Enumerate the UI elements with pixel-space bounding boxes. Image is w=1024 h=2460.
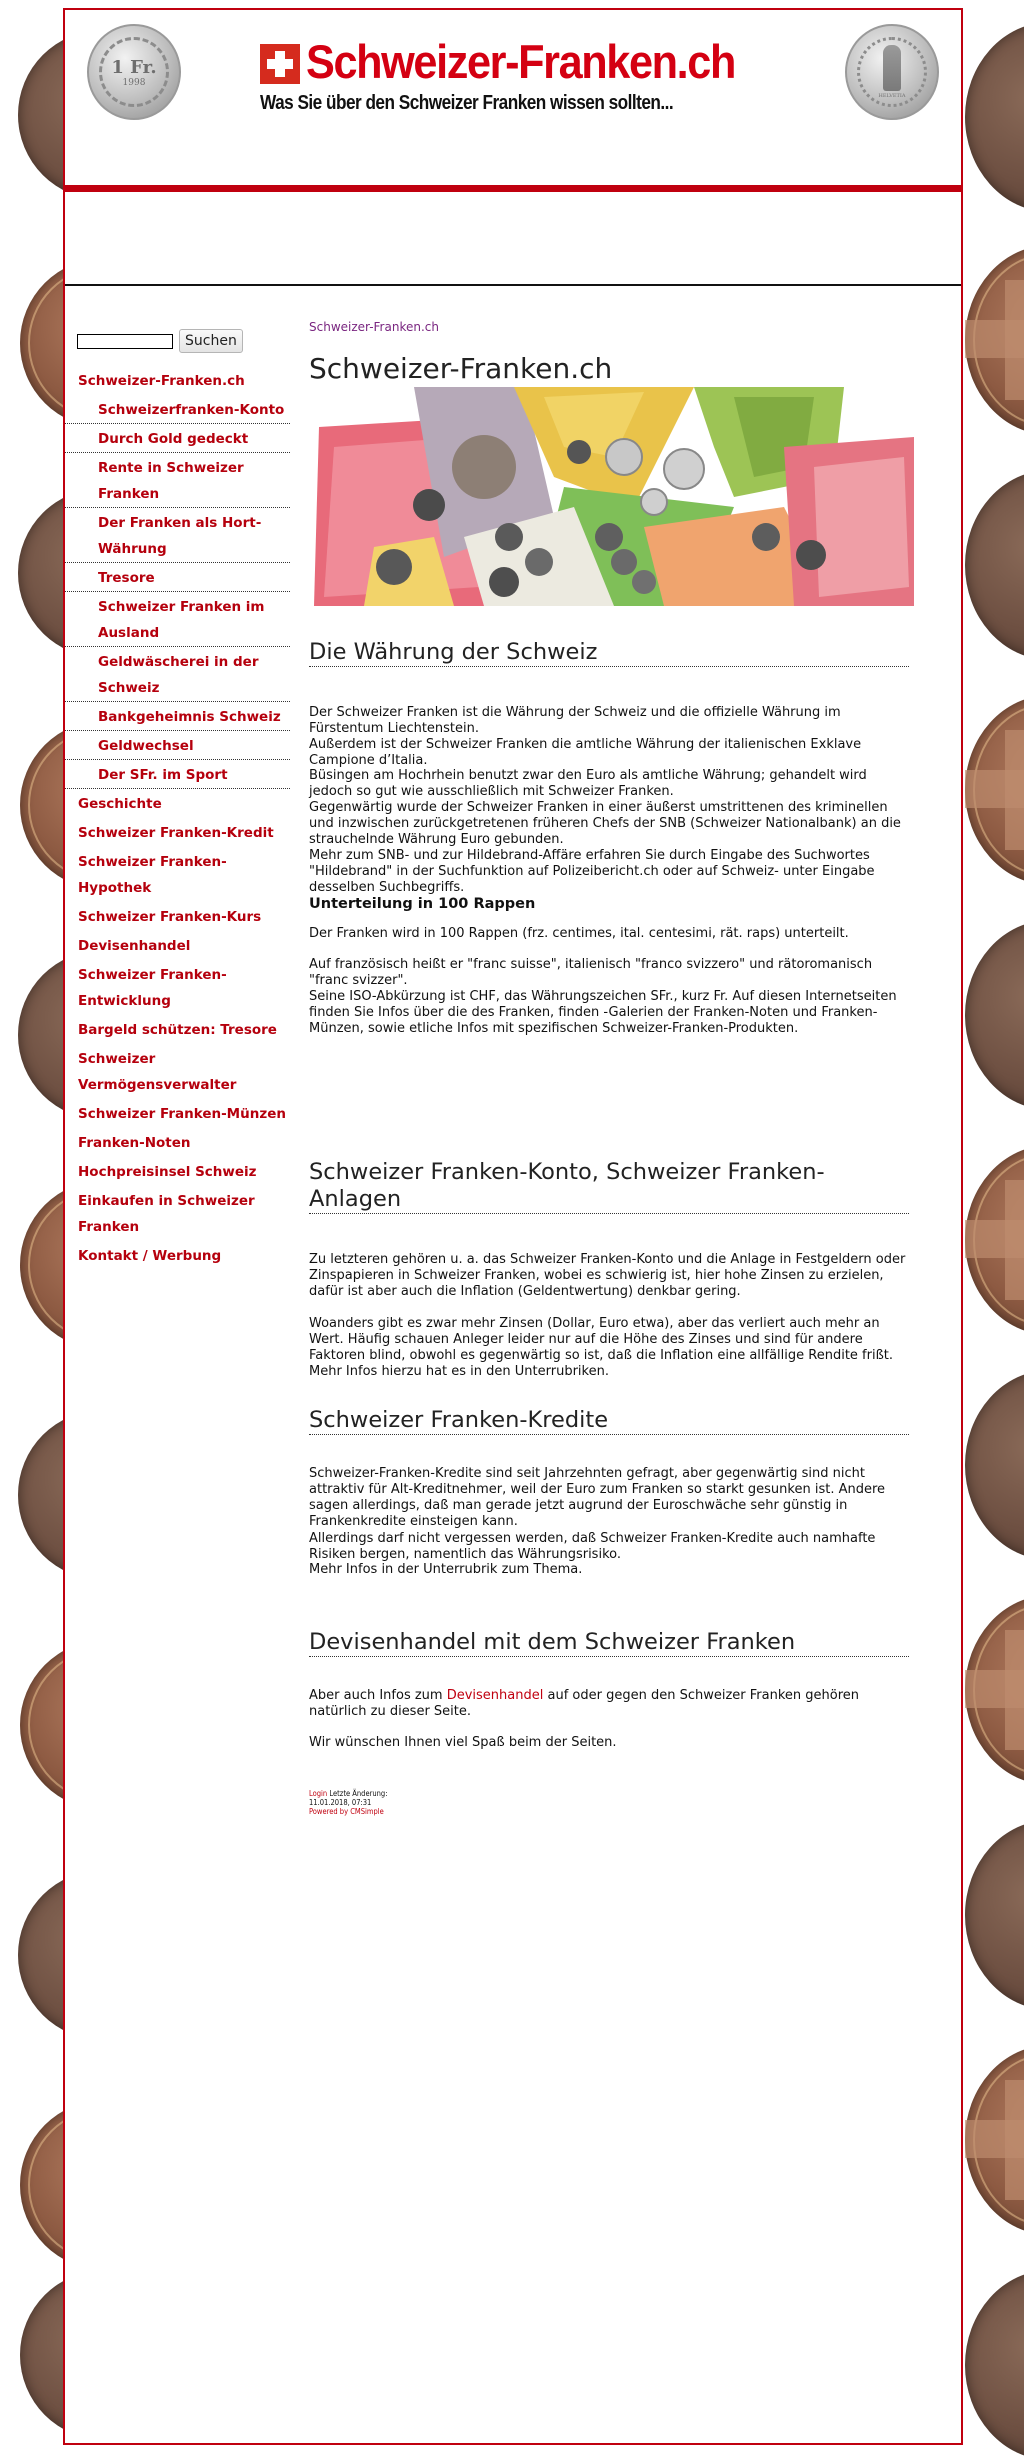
- sidebar-item-kredit[interactable]: Schweizer Franken-Kredit: [78, 825, 274, 841]
- sidebar-item-hort-waehrung[interactable]: Der Franken als Hort-Währung: [65, 508, 290, 563]
- sidebar-item-durch-gold-gedeckt[interactable]: Durch Gold gedeckt: [65, 424, 290, 453]
- paragraph: Wir wünschen Ihnen viel Spaß beim der Seiten.: [309, 1735, 617, 1750]
- sidebar-item-rente[interactable]: Rente in Schweizer Franken: [65, 453, 290, 508]
- paragraph: Allerdings darf nicht vergessen werden, daß Schweizer Franken-Kredite auch namhafte Risiken bergen, namentlich das Währungsrisiko.: [309, 1531, 876, 1562]
- sidebar-item-bargeld-schuetzen[interactable]: Bargeld schützen: Tresore: [78, 1022, 277, 1038]
- background-coin-right-5: [965, 920, 1024, 1110]
- text: Aber auch Infos zum: [309, 1688, 447, 1703]
- text: auf oder gegen den Schweizer Franken gehören natürlich zu dieser Seite.: [309, 1688, 860, 1719]
- subheading-rappen: Unterteilung in 100 Rappen: [309, 896, 536, 912]
- background-coin-right-4: [965, 695, 1024, 885]
- background-coin-right-7: [965, 1370, 1024, 1560]
- paragraph: Schweizer-Franken-Kredite sind seit Jahrzehnten gefragt, aber gegenwärtig sind nicht attraktiv für Alt-Kreditnehmer, weil der Euro zum Franken so starkt gesunken ist. Andere sagen allerdings, daß man gerade jetzt augrund der Euroschwäche sehr günstig in Frankenkredite einsteigen kann.: [309, 1466, 886, 1529]
- coin-value: 1 Fr.: [111, 56, 157, 78]
- sidebar-item-tresore[interactable]: Tresore: [65, 563, 290, 592]
- sidebar-item-entwicklung[interactable]: Schweizer Franken-Entwicklung: [78, 967, 227, 1009]
- sidebar-item-noten[interactable]: Franken-Noten: [78, 1135, 191, 1151]
- banknotes-image: [314, 387, 914, 606]
- background-coin-right-10: [965, 2045, 1024, 2235]
- background-coin-right-11: [965, 2270, 1024, 2460]
- search-input[interactable]: [77, 334, 173, 349]
- sidebar-item-vermoegensverwalter[interactable]: Schweizer Vermögensverwalter: [78, 1051, 237, 1093]
- page-title: Schweizer-Franken.ch: [309, 352, 613, 385]
- background-coin-right-8: [965, 1595, 1024, 1785]
- paragraph: Der Schweizer Franken ist die Währung der Schweiz und die offizielle Währung im Fürstentum Liechtenstein.: [309, 705, 841, 736]
- section-heading-kredite: Schweizer Franken-Kredite: [309, 1407, 909, 1435]
- sidebar-item-sport[interactable]: Der SFr. im Sport: [65, 760, 290, 789]
- login-link[interactable]: Login: [309, 1789, 328, 1798]
- breadcrumb[interactable]: Schweizer-Franken.ch: [309, 320, 439, 334]
- paragraph: Mehr Infos in der Unterrubrik zum Thema.: [309, 1562, 583, 1577]
- sidebar-item-muenzen[interactable]: Schweizer Franken-Münzen: [78, 1106, 286, 1122]
- paragraph: Auf französisch heißt er "franc suisse", italienisch "franco svizzero" und rätoromanisch "franc svizzer".: [309, 957, 873, 988]
- sidebar-item-geldwaescherei[interactable]: Geldwäscherei in der Schweiz: [65, 647, 290, 702]
- paragraph: Büsingen am Hochrhein benutzt zwar den Euro als amtliche Währung; gehandelt wird jedoch so gut wie ausschließlich mit Schweizer Franken.: [309, 768, 867, 799]
- section-heading-devisenhandel: Devisenhandel mit dem Schweizer Franken: [309, 1629, 909, 1657]
- coin-year: 1998: [122, 77, 146, 88]
- sidebar-item-kontakt[interactable]: Kontakt / Werbung: [78, 1248, 222, 1264]
- background-coin-right-3: [965, 470, 1024, 660]
- paragraph: Zu letzteren gehören u. a. das Schweizer Franken-Konto und die Anlage in Festgeldern oder Zinspapieren in Schweizer Franken, wobei es schwierig ist, hier hohe Zinsen zu erzielen, dafür ist aber auch die Inflation (Geldentwertung) denkbar gering.: [309, 1252, 906, 1299]
- last-change-value: 11.01.2018, 07:31: [309, 1798, 372, 1807]
- site-logo[interactable]: [260, 34, 780, 120]
- sidebar-item-schweizerfranken-konto[interactable]: Schweizerfranken-Konto: [65, 395, 290, 424]
- background-coin-right-6: [965, 1145, 1024, 1335]
- page-footer: [309, 1789, 387, 1816]
- sidebar-item-einkaufen[interactable]: Einkaufen in Schweizer Franken: [78, 1193, 255, 1235]
- sidebar-item-hypothek[interactable]: Schweizer Franken-Hypothek: [78, 854, 227, 896]
- devisenhandel-link[interactable]: Devisenhandel: [446, 1688, 544, 1703]
- logo-subtitle: Was Sie über den Schweizer Franken wissen sollten...: [260, 92, 674, 114]
- helvetia-coin-image: [845, 24, 939, 120]
- background-coin-right-1: [965, 22, 1024, 212]
- paragraph: Außerdem ist der Schweizer Franken die amtliche Währung der italienischen Exklave Campione d’Italia.: [309, 737, 862, 768]
- section-heading-konto: Schweizer Franken-Konto, Schweizer Franken-Anlagen: [309, 1159, 909, 1214]
- section-heading-waehrung: Die Währung der Schweiz: [309, 639, 909, 667]
- logo-title: Schweizer-Franken.ch: [306, 35, 735, 88]
- sidebar-item-schweizer-franken-ch[interactable]: Schweizer-Franken.ch: [78, 373, 245, 389]
- search-button[interactable]: Suchen: [179, 329, 243, 353]
- powered-by-link[interactable]: Powered by CMSimple: [309, 1807, 384, 1816]
- sidebar-item-geldwechsel[interactable]: Geldwechsel: [65, 731, 290, 760]
- last-change-label: Letzte Änderung:: [329, 1789, 388, 1798]
- sidebar-item-im-ausland[interactable]: Schweizer Franken im Ausland: [65, 592, 290, 647]
- paragraph: Gegenwärtig wurde der Schweizer Franken in einer äußerst umstrittenen des kriminellen und inzwischen zurückgetretenen früheren Chefs der SNB (Schweizer Nationalbank) an die strauchelnde Währung Euro gebunden.: [309, 800, 901, 847]
- sidebar-item-hochpreisinsel[interactable]: Hochpreisinsel Schweiz: [78, 1164, 257, 1180]
- background-coin-right-2: [965, 245, 1024, 435]
- paragraph: Woanders gibt es zwar mehr Zinsen (Dollar, Euro etwa), aber das verliert auch mehr an Wert. Häufig schauen Anleger leider nur auf die Höhe des Zinses und sind für andere Faktoren blind, obwohl es gegenwärtig so ist, daß die Inflation eine allfällige Rendite frißt. Mehr Infos hierzu hat es in den Unterrubriken.: [309, 1316, 894, 1379]
- coin-legend: HELVETIA: [878, 93, 906, 99]
- sidebar-item-devisenhandel[interactable]: Devisenhandel: [78, 938, 191, 954]
- one-franc-coin-image: [87, 24, 181, 120]
- swiss-flag-icon: [260, 44, 300, 84]
- sidebar-nav: [65, 366, 290, 1270]
- site-header: [65, 10, 961, 185]
- sidebar-item-bankgeheimnis[interactable]: Bankgeheimnis Schweiz: [65, 702, 290, 731]
- sidebar-item-geschichte[interactable]: Geschichte: [78, 796, 162, 812]
- paragraph: Mehr zum SNB- und zur Hildebrand-Affäre erfahren Sie durch Eingabe des Suchwortes "Hildebrand" in der Suchfunktion auf Polizeibericht.ch oder auf Schweiz- unter Eingabe desselben Suchbegriffs.: [309, 848, 875, 895]
- helvetia-figure-icon: [883, 45, 901, 91]
- paragraph: [309, 1688, 909, 1720]
- header-red-bar: [65, 185, 961, 192]
- sidebar-item-kurs[interactable]: Schweizer Franken-Kurs: [78, 909, 262, 925]
- background-coin-right-9: [965, 1820, 1024, 2010]
- page-container: [63, 8, 963, 2445]
- header-divider: [65, 284, 961, 286]
- paragraph: Seine ISO-Abkürzung ist CHF, das Währungszeichen SFr., kurz Fr. Auf diesen Internetseiten finden Sie Infos über die des Franken, finden -Galerien der Franken-Noten und Franken-Münzen, sowie etliche Infos mit spezifischen Schweizer-Franken-Produkten.: [309, 989, 897, 1036]
- search-form: [77, 329, 243, 353]
- paragraph: Der Franken wird in 100 Rappen (frz. centimes, ital. centesimi, rät. raps) unterteilt.: [309, 926, 849, 941]
